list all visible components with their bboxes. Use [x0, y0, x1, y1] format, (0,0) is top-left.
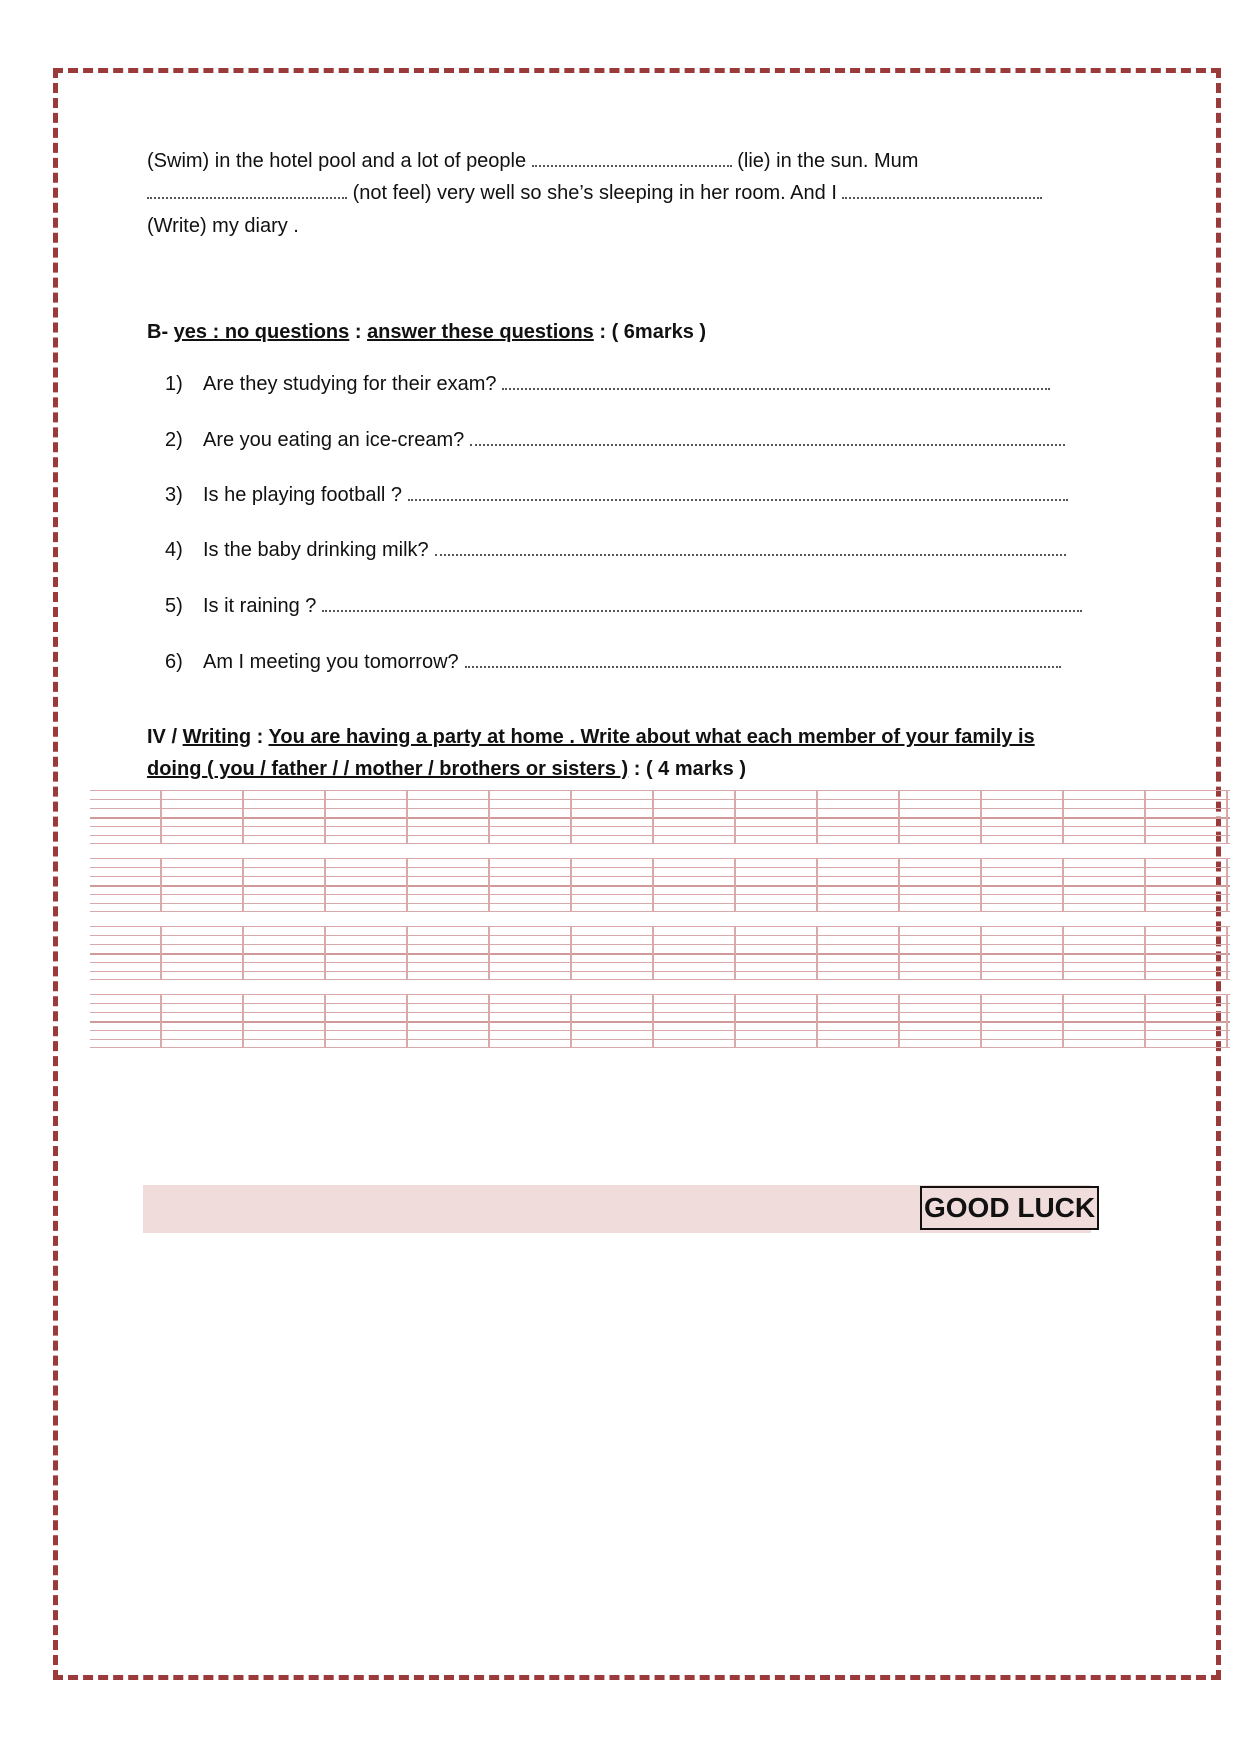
question-text: Is the baby drinking milk? — [203, 539, 429, 561]
writing-ruling-line — [90, 817, 1230, 819]
writing-lines-band[interactable] — [90, 994, 1230, 1048]
writing-lines-band[interactable] — [90, 926, 1230, 980]
section-iv-heading-line-1 — [147, 725, 1035, 749]
writing-column-line — [324, 790, 326, 844]
writing-ruling-line — [90, 843, 1230, 844]
question-text: Am I meeting you tomorrow? — [203, 651, 459, 673]
writing-column-line — [652, 790, 654, 844]
writing-column-line — [1062, 790, 1064, 844]
writing-column-line — [734, 926, 736, 980]
writing-column-line — [1226, 994, 1228, 1048]
section-iv-heading-line-2 — [147, 757, 746, 781]
writing-ruling-line — [90, 826, 1230, 827]
writing-column-line — [816, 858, 818, 912]
section-b-part2: answer these questions — [367, 321, 594, 343]
writing-ruling-line — [90, 876, 1230, 877]
answer-line[interactable] — [408, 485, 1068, 501]
writing-column-line — [734, 858, 736, 912]
question-number: 4) — [165, 539, 183, 561]
writing-column-line — [652, 926, 654, 980]
exercise-line-3: (Write) my diary . — [147, 215, 299, 237]
writing-lines-band[interactable] — [90, 858, 1230, 912]
writing-ruling-line — [90, 799, 1230, 800]
answer-blank[interactable] — [842, 183, 1042, 199]
writing-column-line — [1226, 790, 1228, 844]
writing-ruling-line — [90, 835, 1230, 836]
exercise-line-1 — [147, 149, 918, 173]
section-b-marks: : ( 6marks ) — [599, 321, 707, 343]
writing-column-line — [1144, 926, 1146, 980]
section-b-part1: yes : no questions — [173, 321, 350, 343]
question-number: 6) — [165, 651, 183, 673]
answer-line[interactable] — [502, 374, 1050, 390]
writing-column-line — [1062, 926, 1064, 980]
writing-column-line — [816, 926, 818, 980]
writing-ruling-line — [90, 1030, 1230, 1031]
question-text: Is it raining ? — [203, 595, 317, 617]
writing-column-line — [406, 926, 408, 980]
writing-column-line — [160, 790, 162, 844]
writing-ruling-line — [90, 911, 1230, 912]
writing-column-line — [406, 858, 408, 912]
section-b-sep: : — [354, 321, 362, 343]
writing-column-line — [898, 790, 900, 844]
writing-ruling-line — [90, 1047, 1230, 1048]
exercise-line-1-part-b: (lie) in the sun. Mum — [737, 150, 919, 172]
writing-column-line — [652, 858, 654, 912]
writing-column-line — [570, 926, 572, 980]
writing-ruling-line — [90, 1012, 1230, 1013]
section-iv-prompt-1: You are having a party at home . Write about what each member of your family is — [268, 726, 1035, 748]
section-iv-prefix: IV / — [147, 726, 178, 748]
writing-ruling-line — [90, 858, 1230, 859]
answer-line[interactable] — [470, 430, 1065, 446]
answer-blank[interactable] — [147, 183, 347, 199]
question-2 — [165, 428, 1065, 452]
question-text: Are you eating an ice-cream? — [203, 429, 465, 451]
writing-lines-band[interactable] — [90, 790, 1230, 844]
writing-column-line — [488, 994, 490, 1048]
writing-column-line — [324, 994, 326, 1048]
writing-ruling-line — [90, 953, 1230, 955]
section-b-heading — [147, 320, 706, 344]
writing-column-line — [652, 994, 654, 1048]
writing-column-line — [160, 926, 162, 980]
writing-column-line — [160, 994, 162, 1048]
writing-ruling-line — [90, 867, 1230, 868]
writing-ruling-line — [90, 994, 1230, 995]
question-3 — [165, 483, 1068, 507]
writing-ruling-line — [90, 894, 1230, 895]
writing-column-line — [406, 790, 408, 844]
question-number: 3) — [165, 484, 183, 506]
section-iv-prompt-2: doing ( you / father / / mother / brothers or sisters ) — [147, 758, 629, 780]
section-b-prefix: B- — [147, 321, 169, 343]
writing-column-line — [488, 790, 490, 844]
writing-column-line — [734, 994, 736, 1048]
question-1 — [165, 372, 1050, 396]
answer-line[interactable] — [465, 652, 1061, 668]
writing-ruling-line — [90, 790, 1230, 791]
writing-ruling-line — [90, 979, 1230, 980]
writing-column-line — [324, 858, 326, 912]
writing-ruling-line — [90, 1039, 1230, 1040]
section-iv-sep: : — [256, 726, 264, 748]
good-luck-label: GOOD LUCK — [920, 1186, 1099, 1230]
writing-column-line — [242, 858, 244, 912]
writing-ruling-line — [90, 944, 1230, 945]
writing-column-line — [242, 926, 244, 980]
writing-column-line — [1144, 790, 1146, 844]
writing-ruling-line — [90, 935, 1230, 936]
writing-column-line — [488, 858, 490, 912]
writing-ruling-line — [90, 885, 1230, 887]
writing-column-line — [1062, 858, 1064, 912]
section-iv-title: Writing — [182, 726, 252, 748]
question-text: Are they studying for their exam? — [203, 373, 497, 395]
answer-line[interactable] — [435, 540, 1066, 556]
writing-column-line — [734, 790, 736, 844]
writing-column-line — [898, 994, 900, 1048]
writing-column-line — [1226, 926, 1228, 980]
writing-column-line — [1062, 994, 1064, 1048]
writing-column-line — [570, 858, 572, 912]
writing-column-line — [160, 858, 162, 912]
writing-column-line — [242, 994, 244, 1048]
writing-column-line — [980, 994, 982, 1048]
writing-column-line — [242, 790, 244, 844]
writing-column-line — [1144, 994, 1146, 1048]
writing-ruling-line — [90, 1021, 1230, 1023]
writing-column-line — [980, 858, 982, 912]
writing-ruling-line — [90, 971, 1230, 972]
writing-column-line — [570, 790, 572, 844]
question-text: Is he playing football ? — [203, 484, 403, 506]
writing-column-line — [488, 926, 490, 980]
section-iv-marks: : ( 4 marks ) — [633, 758, 746, 780]
writing-column-line — [898, 858, 900, 912]
writing-ruling-line — [90, 1003, 1230, 1004]
writing-column-line — [816, 790, 818, 844]
question-number: 1) — [165, 373, 183, 395]
answer-blank[interactable] — [532, 151, 732, 167]
writing-column-line — [1144, 858, 1146, 912]
writing-column-line — [406, 994, 408, 1048]
exercise-line-2-text: (not feel) very well so she’s sleeping in her room. And I — [352, 182, 837, 204]
question-number: 5) — [165, 595, 183, 617]
writing-column-line — [816, 994, 818, 1048]
writing-column-line — [980, 790, 982, 844]
exercise-line-2 — [147, 181, 1042, 205]
writing-ruling-line — [90, 926, 1230, 927]
writing-column-line — [324, 926, 326, 980]
writing-column-line — [1226, 858, 1228, 912]
writing-column-line — [980, 926, 982, 980]
writing-ruling-line — [90, 903, 1230, 904]
writing-ruling-line — [90, 962, 1230, 963]
exercise-line-1-part-a: (Swim) in the hotel pool and a lot of people — [147, 150, 527, 172]
writing-column-line — [898, 926, 900, 980]
question-number: 2) — [165, 429, 183, 451]
writing-column-line — [570, 994, 572, 1048]
answer-line[interactable] — [322, 596, 1082, 612]
question-4 — [165, 538, 1066, 562]
question-5 — [165, 594, 1082, 618]
question-6 — [165, 650, 1061, 674]
writing-ruling-line — [90, 808, 1230, 809]
